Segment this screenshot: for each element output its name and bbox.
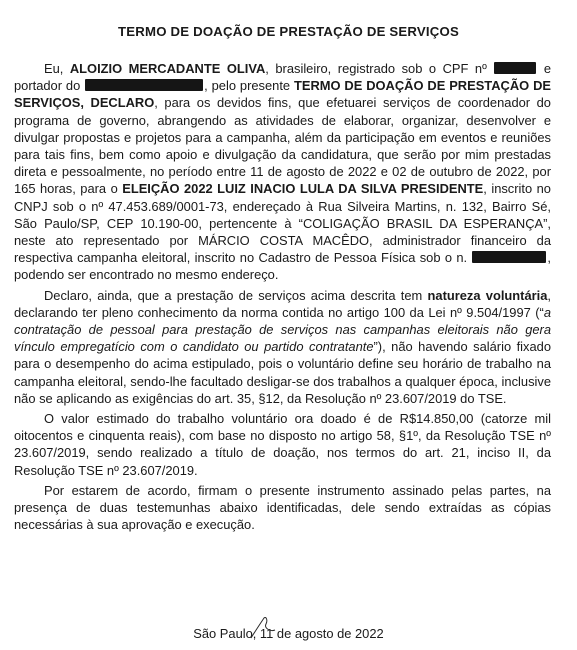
voluntary-nature: natureza voluntária: [427, 287, 548, 303]
p1-text-d: , pelo presente: [204, 78, 294, 94]
redacted-id: [85, 79, 203, 91]
p1-text-h: , inscrito no CNPJ sob o nº 47.453.689/0001-73, endereçado à Rua Silveira Martins, n. 132, Bairro Sé, São Paulo/SP, CEP 10.190-00, pertencente à “COLIGAÇÃO BRASIL DA ESPERANÇA”, neste ato representado por MÁRCIO COSTA MACÊDO, administrador financeiro da respectiva campanha eleitoral, inscrito no Cadastro de Pessoa Física sob o n.: [14, 181, 551, 266]
p1-text-b: , brasileiro, registrado sob o CPF nº: [265, 61, 494, 76]
place-date: São Paulo, 11 de agosto de 2022: [193, 626, 384, 641]
document-title: TERMO DE DOAÇÃO DE PRESTAÇÃO DE SERVIÇOS: [118, 24, 459, 39]
paragraph-voluntary: [14, 287, 551, 407]
redacted-cpf: [494, 62, 536, 74]
p2-text-e: ”), não havendo salário fixado para o desempenho do acima estipulado, pois o voluntário define seu horário de trabalho na campanha eleitoral, sendo-lhe facultado desligar-se dos trabalhos a qualquer época, inclusive não se aplicando as exigências do art. 35, §12, da Resolução nº 23.607/2019 do TSE.: [14, 339, 552, 406]
redacted-cpf-representative: [472, 251, 546, 263]
campaign-name: ELEIÇÃO 2022 LUIZ INACIO LULA DA SILVA PRESIDENTE: [122, 181, 484, 197]
p1-text-i: , podendo ser encontrado no mesmo endereço.: [14, 250, 551, 283]
p1-text-c: e portador do: [14, 61, 551, 94]
document-body: [14, 60, 551, 533]
term-bold: TERMO DE DOAÇÃO DE PRESTAÇÃO DE SERVIÇOS, DECLARO: [14, 78, 551, 111]
paragraph-agreement: Por estarem de acordo, firmam o presente instrumento assinado pelas partes, na presença de duas testemunhas abaixo identificadas, dele sendo extraídas as cópias necessárias à sua aprovação e execução.: [14, 482, 551, 533]
paragraph-declaration: [14, 60, 551, 284]
p2-text-a: Declaro, ainda, que a prestação de serviços acima descrita tem: [44, 287, 428, 303]
declarant-name: ALOIZIO MERCADANTE OLIVA: [69, 61, 266, 76]
law-quote: a contratação de pessoal para prestação de serviços nas campanhas eleitorais não gera vínculo empregatício com o candidato ou partido contratante: [14, 304, 551, 355]
p1-text-a: Eu,: [44, 61, 70, 76]
p2-text-c: , declarando ter pleno conhecimento da norma contida no artigo 100 da Lei nº 9.504/1997 (“: [14, 287, 551, 320]
paragraph-value: O valor estimado do trabalho voluntário ora doado é de R$14.850,00 (catorze mil oitocentos e cinquenta reais), com base no disposto no artigo 58, §1º, da Resolução TSE nº 23.607/2019, sendo realizado a título de doação, nos termos do art. 21, inciso II, da Resolução TSE nº 23.607/2019.: [14, 411, 551, 478]
p1-text-f: , para os devidos fins, que efetuarei serviços de coordenador do programa de governo, abrangendo as atividades de elaborar, organizar, desenvolver e divulgar propostas e projetos para a campanha, além da participação em eventos e reuniões para tais fins, bem como apoio e divulgação da candidatura, que serão por mim prestadas direta e pessoalmente, no período entre 11 de agosto de 2022 e 02 de outubro de 2022, por 165 horas, para o: [14, 95, 551, 197]
